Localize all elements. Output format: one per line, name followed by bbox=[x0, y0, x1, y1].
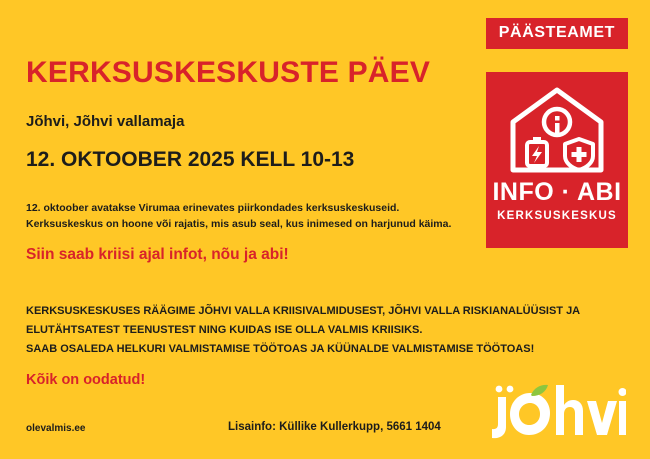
johvi-wordmark-icon bbox=[486, 383, 626, 441]
info-abi-logo-card bbox=[486, 72, 628, 248]
logo-title: INFO · ABI bbox=[492, 178, 622, 206]
intro-line: 12. oktoober avatakse Virumaa erinevates piirkondades kerksuskeskuseid. bbox=[26, 202, 400, 214]
program-line: KERKSUSKESKUSES RÄÄGIME JÕHVI VALLA KRIISIVALMIDUSEST, JÕHVI VALLA RISKIANALÜÜSIST JA bbox=[26, 305, 581, 317]
venue-line: Jõhvi, Jõhvi vallamaja bbox=[26, 113, 185, 130]
program-line: SAAB OSALEDA HELKURI VALMISTAMISE TÖÖTOAS JA KÜÜNALDE VALMISTAMISE TÖÖTOAS! bbox=[26, 342, 535, 355]
footer-contact: Lisainfo: Küllike Kullerkupp, 5661 1404 bbox=[228, 421, 441, 433]
intro-line: Kerksuskeskus on hoone või rajatis, mis asub seal, kus inimesed on harjunud käima. bbox=[26, 218, 452, 231]
agency-badge: PÄÄSTEAMET bbox=[486, 18, 628, 49]
program-paragraph bbox=[26, 302, 581, 359]
page-title: KERKSUSKESKUSTE PÄEV bbox=[26, 56, 431, 89]
house-outline-icon bbox=[503, 82, 611, 178]
intro-paragraph bbox=[26, 200, 456, 233]
datetime-line: 12. OKTOOBER 2025 KELL 10-13 bbox=[26, 148, 355, 171]
program-line: ELUTÄHTSATEST TEENUSTEST NING KUIDAS ISE OLLA VALMIS KRIISIKS. bbox=[26, 323, 423, 336]
callout-text: Siin saab kriisi ajal infot, nõu ja abi! bbox=[26, 246, 289, 263]
johvi-wordmark bbox=[486, 385, 626, 441]
closing-text: Kõik on oodatud! bbox=[26, 372, 146, 388]
footer-website[interactable]: olevalmis.ee bbox=[26, 423, 86, 434]
logo-subtitle: KERKSUSKESKUS bbox=[497, 210, 617, 222]
